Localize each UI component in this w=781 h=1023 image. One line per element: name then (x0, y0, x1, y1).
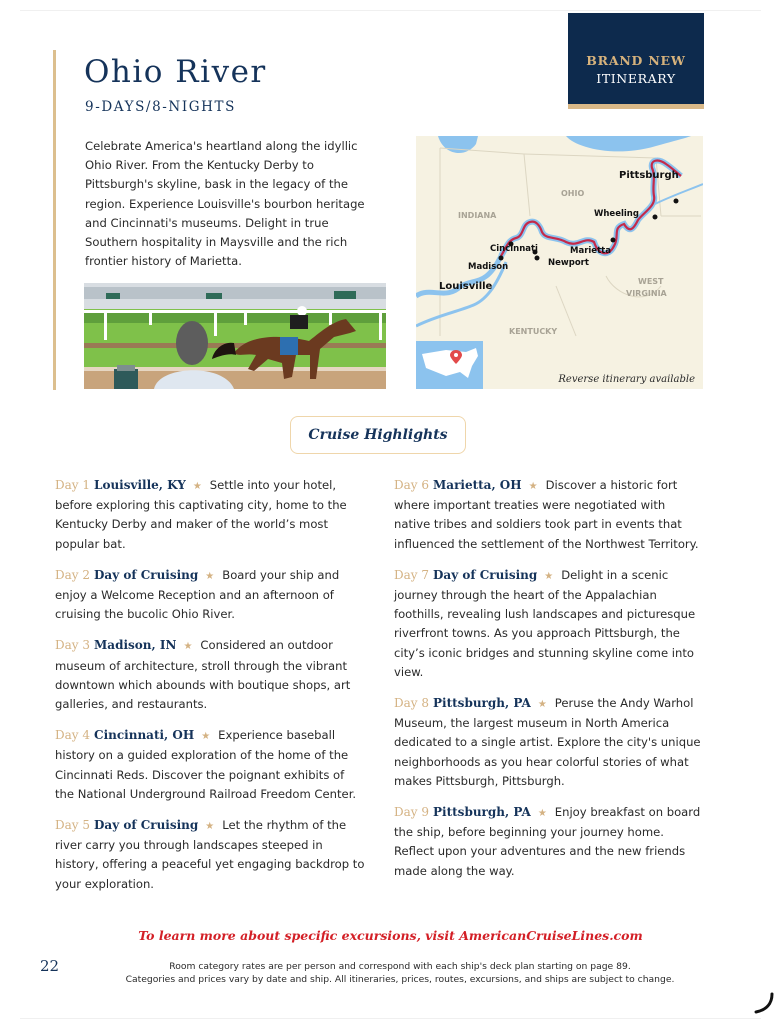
day-number: Day 5 (55, 818, 91, 833)
fine-print (60, 961, 740, 986)
badge-line1: BRAND NEW (586, 53, 686, 68)
reverse-itinerary-note: Reverse itinerary available (558, 374, 695, 385)
horse-racing-illustration (84, 283, 386, 389)
day-place: Cincinnati, OH (94, 728, 195, 743)
itinerary-day (55, 476, 365, 554)
map-city-madison: Madison (468, 262, 509, 272)
badge-line2: ITINERARY (596, 71, 676, 86)
day-description: Settle into your hotel, before exploring this captivating city, home to the Kentucky Derby and maker of the world’s most popular bat. (55, 478, 347, 551)
star-icon: ★ (205, 821, 215, 833)
day-place: Pittsburgh, PA (433, 696, 531, 711)
day-number: Day 6 (394, 478, 430, 492)
day-number: Day 1 (55, 478, 91, 492)
day-place: Madison, IN (94, 638, 177, 653)
star-icon: ★ (544, 570, 554, 582)
star-icon: ★ (192, 481, 202, 492)
day-place: Day of Cruising (94, 818, 199, 833)
star-icon: ★ (201, 731, 211, 743)
badge-gold-strip (568, 104, 704, 109)
day-number: Day 2 (55, 567, 91, 582)
day-place: Pittsburgh, PA (433, 805, 531, 820)
map-label-virginia: VIRGINIA (626, 289, 667, 298)
itinerary-day (394, 566, 704, 682)
website-link[interactable]: To learn more about specific excursions, visit AmericanCruiseLines.com (138, 928, 643, 943)
map-label-kentucky: KENTUCKY (509, 327, 558, 336)
accent-bar (53, 50, 56, 390)
fine-print-line1: Room category rates are per person and correspond with each ship's deck plan starting on page 89. (169, 961, 631, 972)
route-map (416, 136, 703, 389)
itinerary-column-left (55, 476, 365, 906)
star-icon: ★ (528, 481, 538, 492)
day-description: Peruse the Andy Warhol Museum, the largest museum in North America dedicated to a single artist. Explore the city's unique neighborhoods as you hear colorful stories of what makes Pittsburgh, Pittsburgh. (394, 696, 701, 788)
itinerary-day (394, 476, 704, 554)
day-place: Day of Cruising (433, 567, 538, 582)
fine-print-line2: Categories and prices vary by date and ship. All itineraries, prices, routes, excursions, and ships are subject to change. (125, 973, 675, 985)
day-description: Considered an outdoor museum of architecture, stroll through the vibrant downtown which abounds with boutique shops, art galleries, and restaurants. (55, 638, 351, 712)
cruise-highlights-heading: Cruise Highlights (290, 416, 466, 454)
map-city-wheeling: Wheeling (594, 209, 639, 219)
map-city-newport: Newport (548, 258, 589, 268)
day-place: Day of Cruising (94, 567, 199, 582)
day-number: Day 4 (55, 728, 91, 743)
page-subtitle: 9-DAYS/8-NIGHTS (85, 99, 236, 115)
day-description: Enjoy breakfast on board the ship, before beginning your journey home. Reflect upon your adventures and the new friends made along the way. (394, 805, 701, 878)
day-number: Day 8 (394, 696, 430, 711)
ohio-river-map (416, 136, 703, 389)
day-number: Day 3 (55, 638, 91, 653)
star-icon: ★ (183, 641, 193, 653)
day-description: Discover a historic fort where important treaties were negotiated with native tribes and soldiers took part in events that influenced the settlement of the Northwest Territory. (394, 478, 699, 551)
star-icon: ★ (537, 699, 547, 711)
map-label-ohio: OHIO (561, 189, 585, 198)
intro-paragraph: Celebrate America's heartland along the idyllic Ohio River. From the Kentucky Derby to Pittsburgh's skyline, bask in the legacy of the region. Experience Louisville's bourbon heritage and Cincinnati's museums. Delight in true Southern hospitality in Maysville and the rich frontier history of Marietta. (85, 139, 365, 269)
map-city-louisville: Louisville (439, 281, 493, 292)
star-icon: ★ (205, 570, 215, 582)
itinerary-column-right (394, 476, 704, 893)
map-city-marietta: Marietta (570, 246, 611, 256)
day-number: Day 9 (394, 805, 430, 820)
itinerary-day (55, 566, 365, 625)
itinerary-day (55, 636, 365, 714)
horse-racing-photo (84, 283, 386, 389)
day-place: Louisville, KY (94, 478, 186, 492)
map-label-indiana: INDIANA (458, 211, 497, 220)
itinerary-day (55, 726, 365, 804)
usa-inset-map (416, 341, 483, 389)
day-description: Delight in a scenic journey through the heart of the Appalachian foothills, revealing lush landscapes and picturesque riverfront towns. As you approach Pittsburgh, the city’s iconic bridges and stunning skyline come into view. (394, 567, 696, 679)
itinerary-day (394, 803, 704, 881)
itinerary-day (55, 816, 365, 894)
map-city-cincinnati: Cincinnati (490, 244, 538, 254)
day-description: Board your ship and enjoy a Welcome Reception and an afternoon of cruising the bucolic Ohio River. (55, 567, 340, 622)
itinerary-day (394, 694, 704, 791)
page-title: Ohio River (84, 54, 267, 90)
bottom-divider (20, 1018, 761, 1019)
top-divider (20, 10, 761, 11)
day-number: Day 7 (394, 567, 430, 582)
day-description: Experience baseball history on a guided exploration of the home of the Cincinnati Reds. Discover the poignant exhibits of the National Underground Railroad Freedom Center. (55, 728, 357, 801)
page-number: 22 (40, 957, 60, 975)
day-place: Marietta, OH (433, 478, 522, 492)
brand-new-badge (568, 13, 704, 109)
day-description: Let the rhythm of the river carry you through landscapes steeped in history, offering a peaceful yet engaging backdrop to your exploration. (55, 818, 365, 891)
map-city-pittsburgh: Pittsburgh (619, 170, 679, 181)
page-curl-icon (752, 992, 776, 1016)
star-icon: ★ (537, 808, 547, 820)
map-label-west: WEST (638, 277, 664, 286)
